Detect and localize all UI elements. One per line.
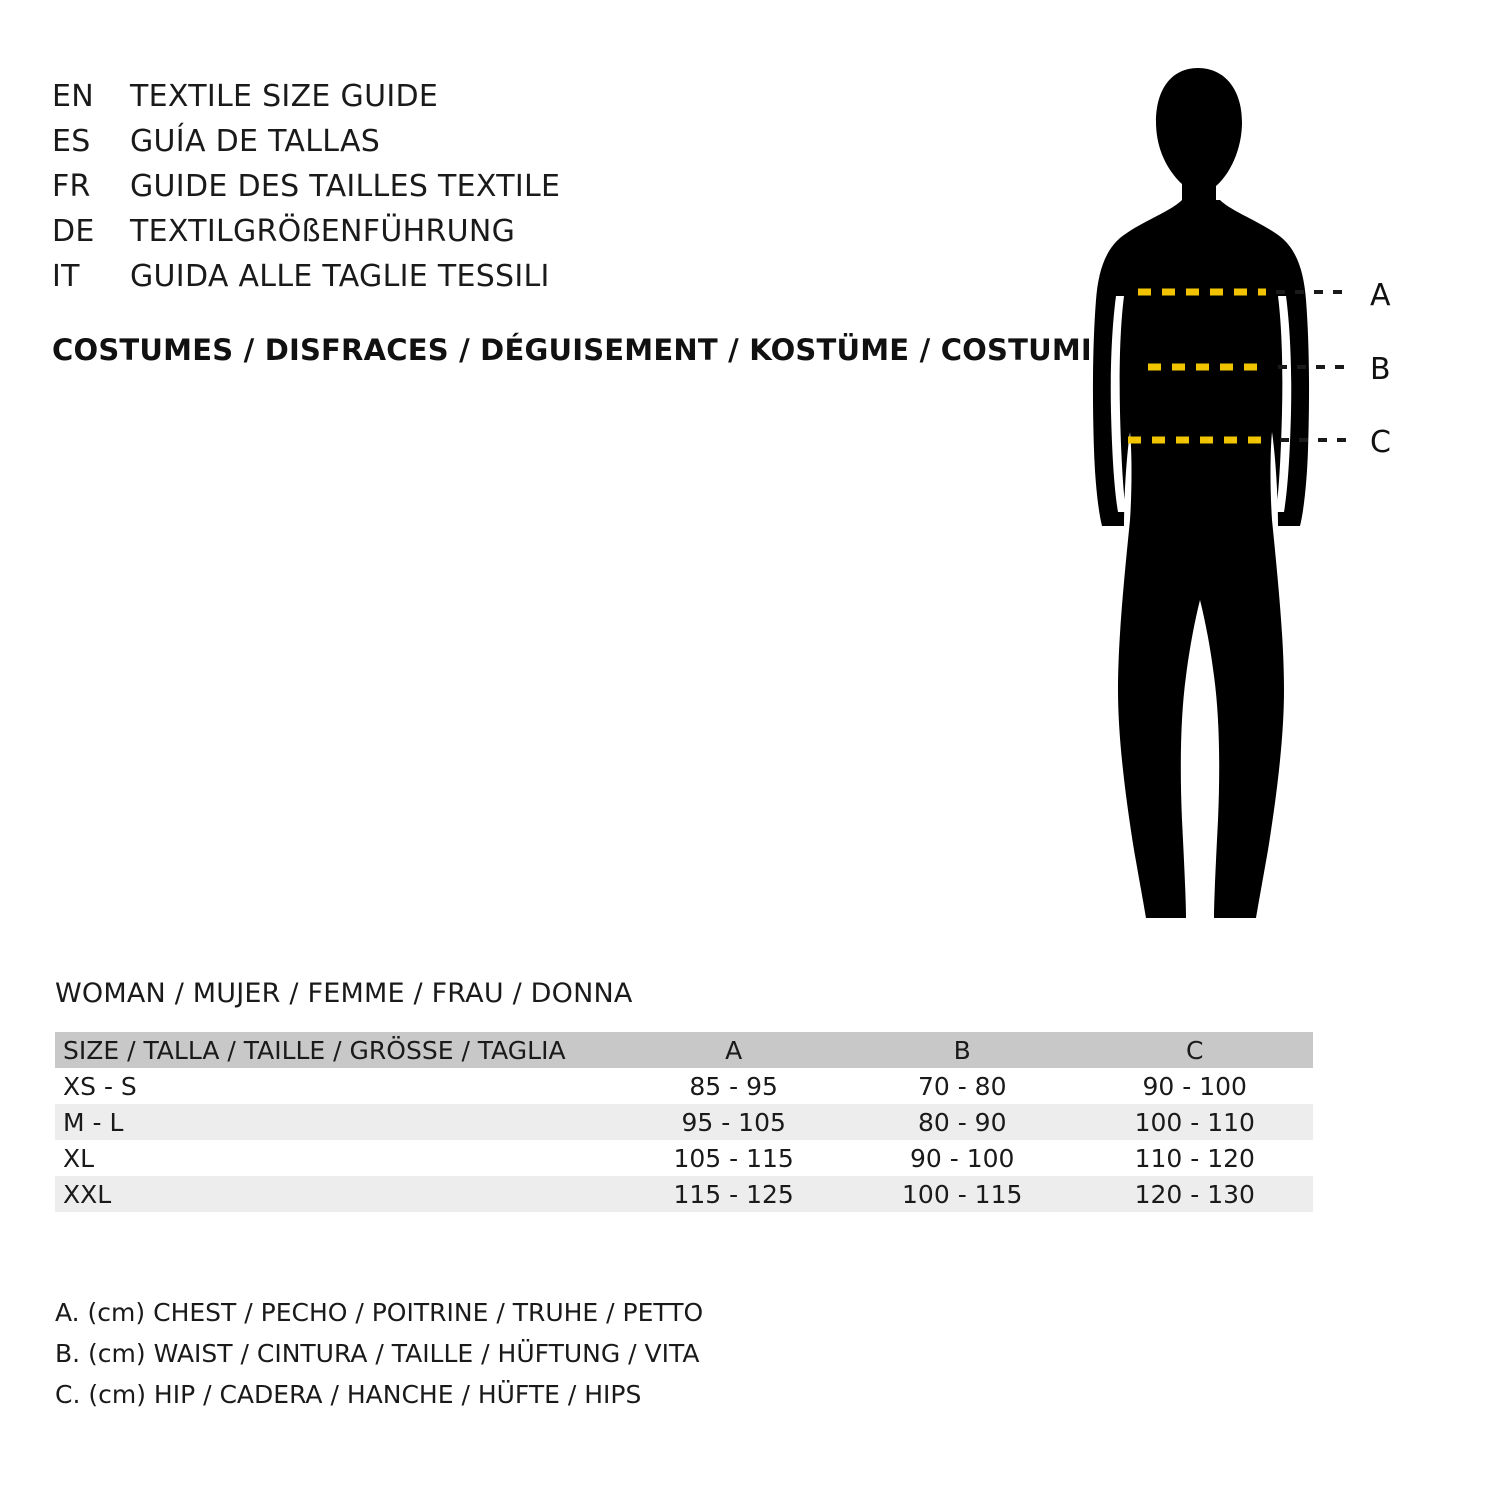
column-header-c: C	[1186, 1035, 1204, 1065]
language-text: GUÍA DE TALLAS	[130, 124, 381, 159]
column-header-size: SIZE / TALLA / TAILLE / GRÖSSE / TAGLIA	[63, 1035, 566, 1065]
measure-label-c: C	[1370, 425, 1391, 460]
cell-b: 100 - 115	[902, 1179, 1023, 1209]
language-code: IT	[52, 259, 80, 294]
column-header-a: A	[725, 1035, 743, 1065]
language-row	[52, 254, 1032, 299]
language-row	[52, 74, 1032, 119]
cell-b: 90 - 100	[909, 1143, 1015, 1173]
language-text: GUIDE DES TAILLES TEXTILE	[130, 169, 561, 204]
cell-size: M - L	[63, 1107, 124, 1137]
note-a: A. (cm) CHEST / PECHO / POITRINE / TRUHE / PETTO	[55, 1298, 704, 1327]
table-row	[55, 1104, 1313, 1140]
language-row	[52, 209, 1032, 254]
cell-a: 115 - 125	[673, 1179, 794, 1209]
table-row	[55, 1140, 1313, 1176]
cell-a: 85 - 95	[689, 1071, 778, 1101]
language-text: TEXTILGRÖßENFÜHRUNG	[130, 214, 516, 249]
cell-c: 90 - 100	[1142, 1071, 1247, 1101]
table-row	[55, 1068, 1313, 1104]
table-heading: WOMAN / MUJER / FEMME / FRAU / DONNA	[55, 978, 633, 1009]
table-row	[55, 1176, 1313, 1212]
cell-b: 80 - 90	[917, 1107, 1007, 1137]
language-text: TEXTILE SIZE GUIDE	[130, 79, 439, 114]
woman-silhouette-icon	[1020, 60, 1460, 940]
cell-b: 70 - 80	[917, 1071, 1007, 1101]
size-table	[55, 1032, 1313, 1212]
cell-a: 95 - 105	[681, 1107, 786, 1137]
measure-label-b: B	[1370, 352, 1391, 387]
page-title: COSTUMES / DISFRACES / DÉGUISEMENT / KOSTÜME / COSTUMI	[52, 333, 1092, 367]
cell-size: XL	[63, 1143, 95, 1173]
cell-size: XXL	[63, 1179, 112, 1209]
language-code: ES	[52, 124, 91, 159]
column-header-b: B	[953, 1035, 971, 1065]
measurement-figure	[1020, 60, 1460, 940]
note-c: C. (cm) HIP / CADERA / HANCHE / HÜFTE / HIPS	[55, 1380, 642, 1409]
language-code: EN	[52, 79, 94, 114]
language-code: DE	[52, 214, 95, 249]
table-header-row	[55, 1032, 1313, 1068]
language-code: FR	[52, 169, 91, 204]
cell-c: 120 - 130	[1134, 1179, 1255, 1209]
cell-size: XS - S	[63, 1071, 137, 1101]
language-row	[52, 119, 1032, 164]
note-b: B. (cm) WAIST / CINTURA / TAILLE / HÜFTUNG / VITA	[55, 1339, 700, 1368]
cell-c: 100 - 110	[1134, 1107, 1255, 1137]
language-text: GUIDA ALLE TAGLIE TESSILI	[130, 259, 550, 294]
cell-c: 110 - 120	[1134, 1143, 1255, 1173]
language-row	[52, 164, 1032, 209]
cell-a: 105 - 115	[673, 1143, 794, 1173]
measure-label-a: A	[1370, 278, 1391, 313]
language-list	[52, 74, 1032, 299]
measurement-notes	[55, 1292, 1155, 1415]
